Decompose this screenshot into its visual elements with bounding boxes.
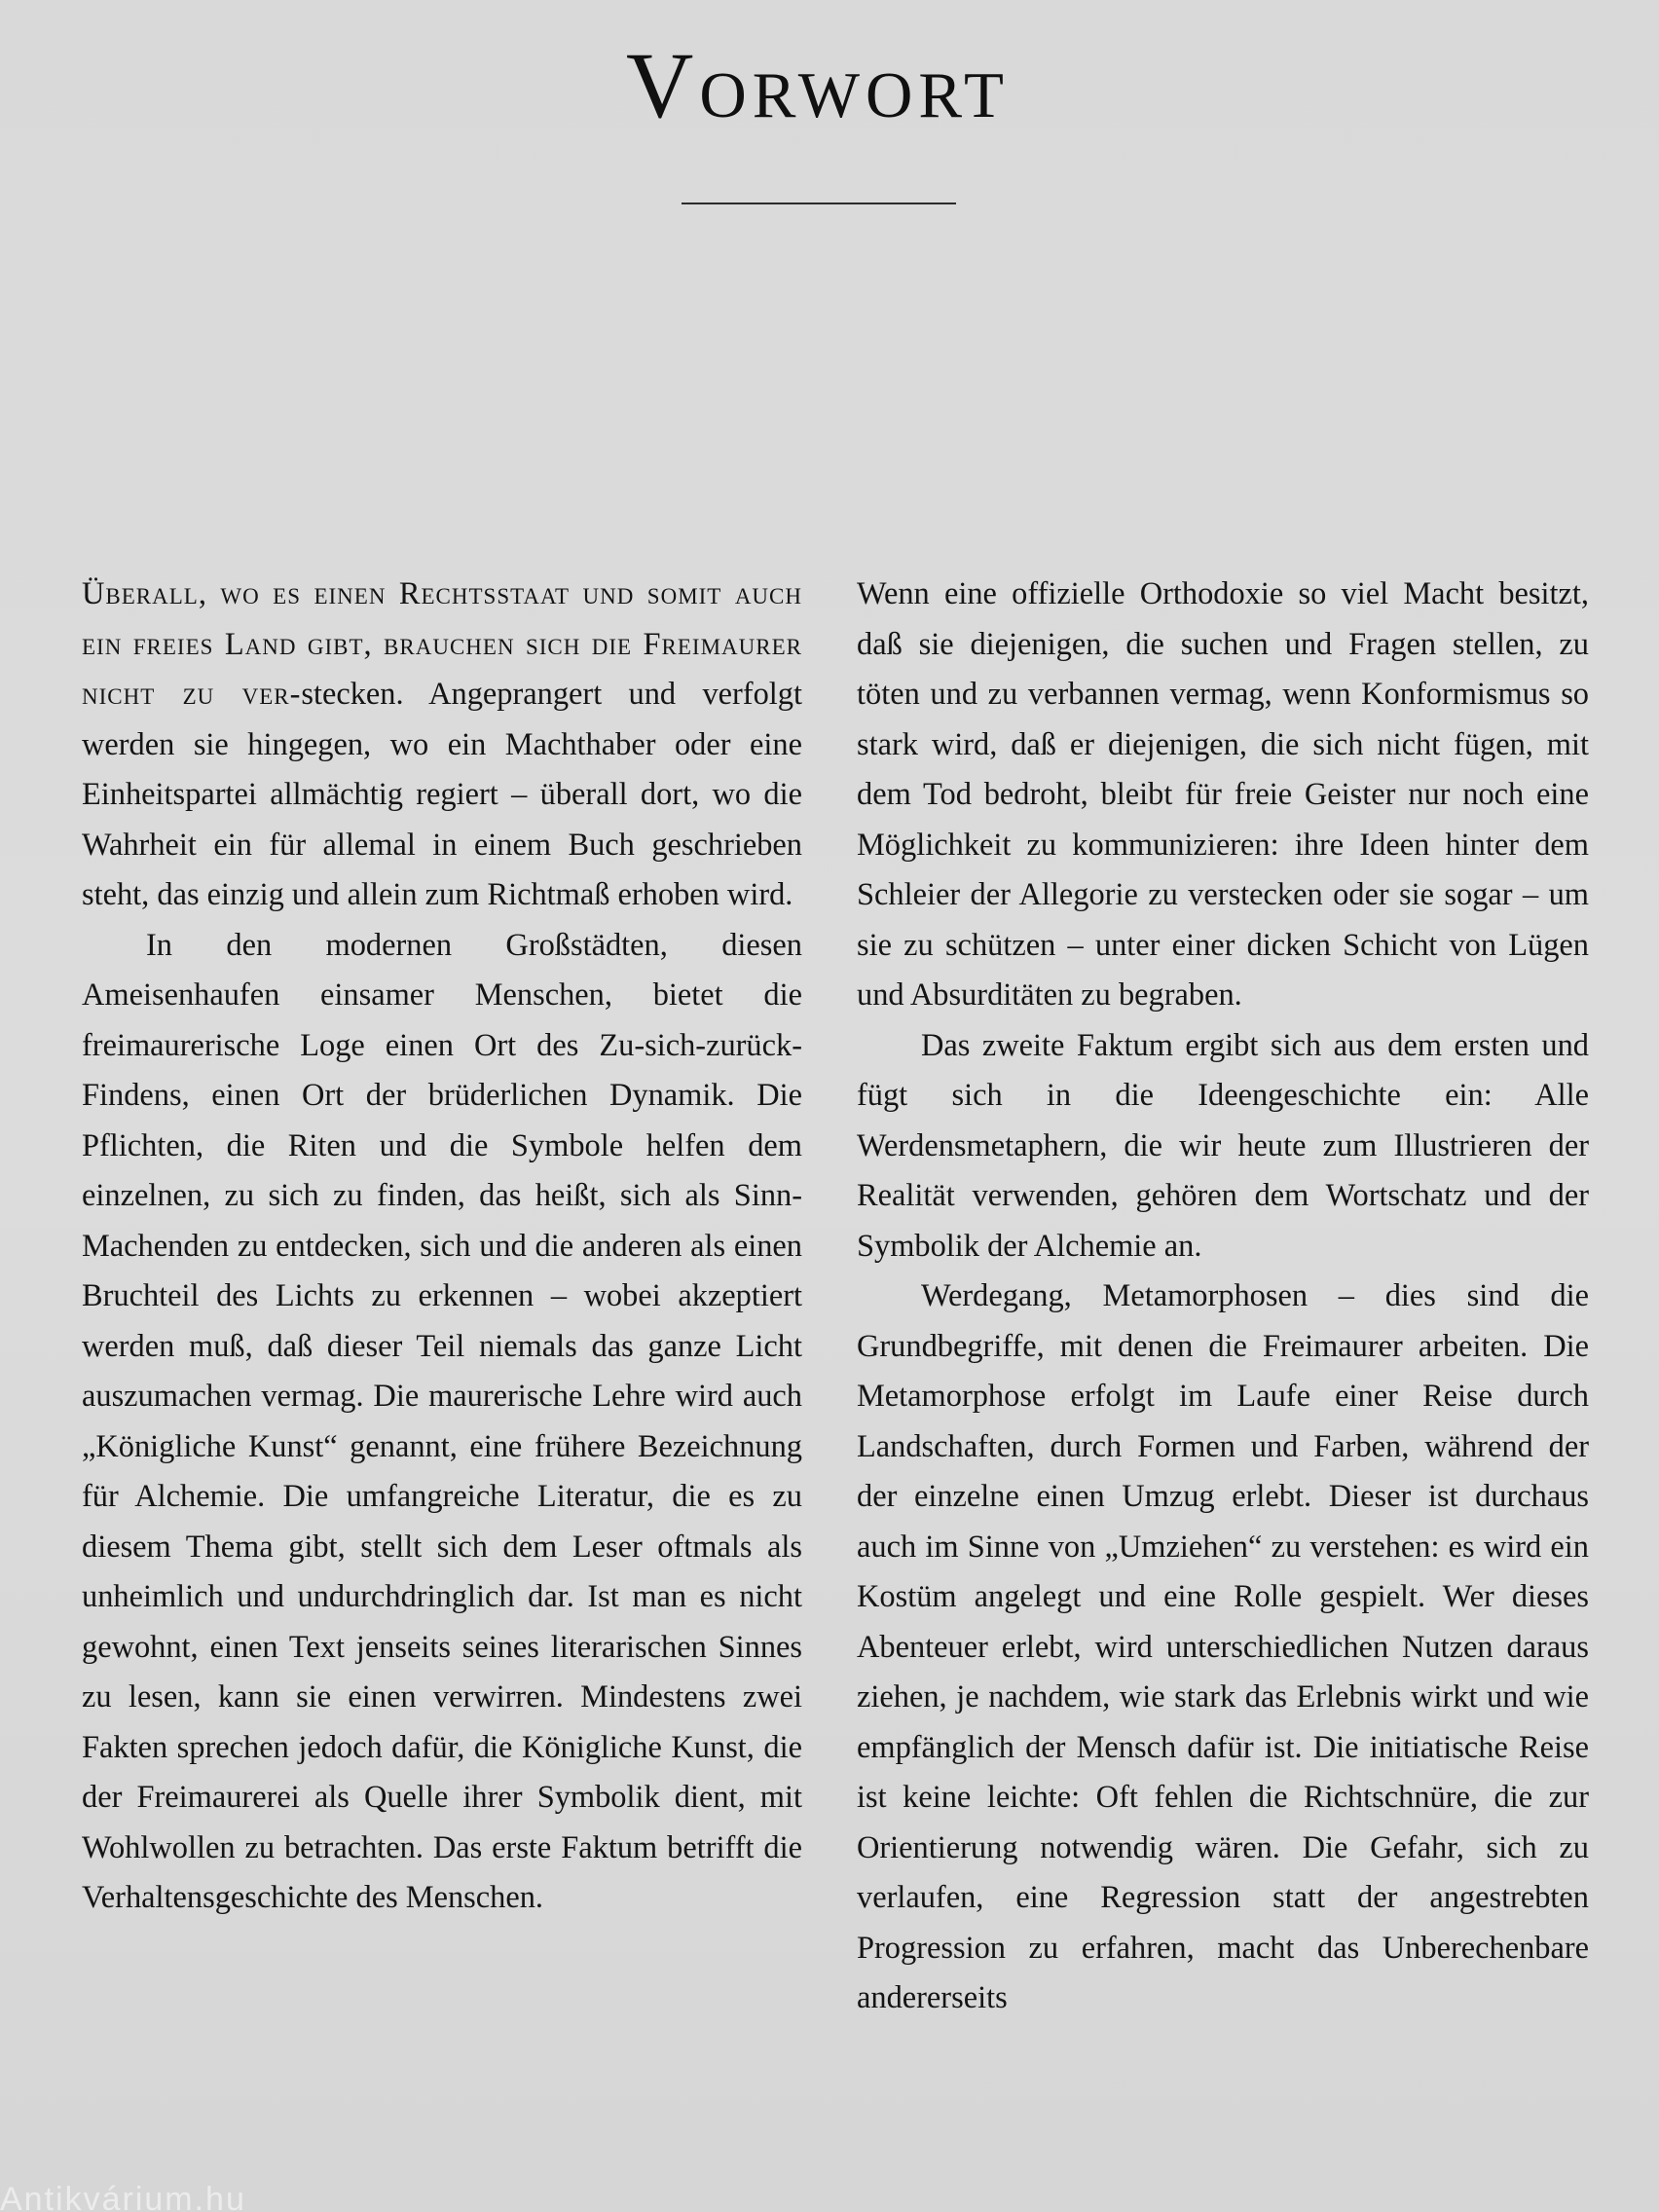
watermark: Antikvárium.hu xyxy=(0,2181,246,2212)
paragraph: Werdegang, Metamorphosen – dies sind die Grundbegriffe, mit denen die Freimaurer arbeiten. Die Metamorphose erfolgt im Laufe einer Reise durch Landschaften, durch Formen und Farben, während der der einzelne einen Umzug erlebt. Dieser ist durchaus auch im Sinne von „Umziehen“ zu verstehen: es wird ein Kostüm angelegt und eine Rolle gespielt. Wer dieses Abenteuer erlebt, wird unterschiedlichen Nutzen daraus ziehen, je nachdem, wie stark das Erlebnis wirkt und wie empfänglich der Mensch dafür ist. Die initiatische Reise ist keine leichte: Oft fehlen die Richtschnüre, die zur Orientierung notwendig wären. Die Gefahr, sich zu verlaufen, eine Regression statt der angestrebten Progression zu erfahren, macht das Unberechenbare andererseits xyxy=(857,1278,1589,2015)
right-text-column xyxy=(857,570,1589,2024)
paragraph xyxy=(82,570,802,921)
page-title: Vorwort xyxy=(626,33,1010,137)
left-text-column xyxy=(82,570,802,1924)
paragraph-text: stecken. Angeprangert und verfolgt werden sie hingegen, wo ein Machthaber oder eine Einheitspartei allmächtig regiert – überall dort, wo die Wahrheit ein für allemal in einem Buch geschrieben steht, das einzig und allein zum Richtmaß erhoben wird. xyxy=(82,677,802,912)
paragraph: Wenn eine offizielle Orthodoxie so viel Macht besitzt, daß sie diejenigen, die suchen und Fragen stellen, zu töten und zu verbannen vermag, wenn Konformismus so stark wird, daß er diejenigen, die sich nicht fügen, mit dem Tod bedroht, bleibt für freie Geister nur noch eine Möglichkeit zu kommunizieren: ihre Ideen hinter dem Schleier der Allegorie zu verstecken oder sie sogar – um sie zu schützen – unter einer dicken Schicht von Lügen und Absurditäten zu begraben. xyxy=(857,576,1589,1013)
small-caps-lead: Überall, wo es einen Rechtsstaat und somit auch ein freies Land gibt, brauchen sich die Freimaurer nicht zu ver- xyxy=(82,576,802,712)
paragraph: In den modernen Großstädten, diesen Ameisenhaufen einsamer Menschen, bietet die freimaurerische Loge einen Ort des Zu-sich-zurück-Findens, einen Ort der brüderlichen Dynamik. Die Pflichten, die Riten und die Symbole helfen dem einzelnen, zu sich zu finden, das heißt, sich als Sinn-Machenden zu entdecken, sich und die anderen als einen Bruchteil des Lichts zu erkennen – wobei akzeptiert werden muß, daß dieser Teil niemals das ganze Licht auszumachen vermag. Die maurerische Lehre wird auch „Königliche Kunst“ genannt, eine frühere Bezeichnung für Alchemie. Die umfangreiche Literatur, die es zu diesem Thema gibt, stellt sich dem Leser oftmals als unheimlich und undurchdringlich dar. Ist man es nicht gewohnt, einen Text jenseits seines literarischen Sinnes zu lesen, kann sie einen verwirren. Mindestens zwei Fakten sprechen jedoch dafür, die Königliche Kunst, die der Freimaurerei als Quelle ihrer Symbolik dient, mit Wohlwollen zu betrachten. Das erste Faktum betrifft die Verhaltensgeschichte des Menschen. xyxy=(82,927,802,1915)
paragraph: Das zweite Faktum ergibt sich aus dem ersten und fügt sich in die Ideengeschichte ein: Alle Werdensmetaphern, die wir heute zum Illustrieren der Realität verwenden, gehören dem Wortschatz und der Symbolik der Alchemie an. xyxy=(857,1027,1589,1264)
title-divider xyxy=(682,203,956,204)
